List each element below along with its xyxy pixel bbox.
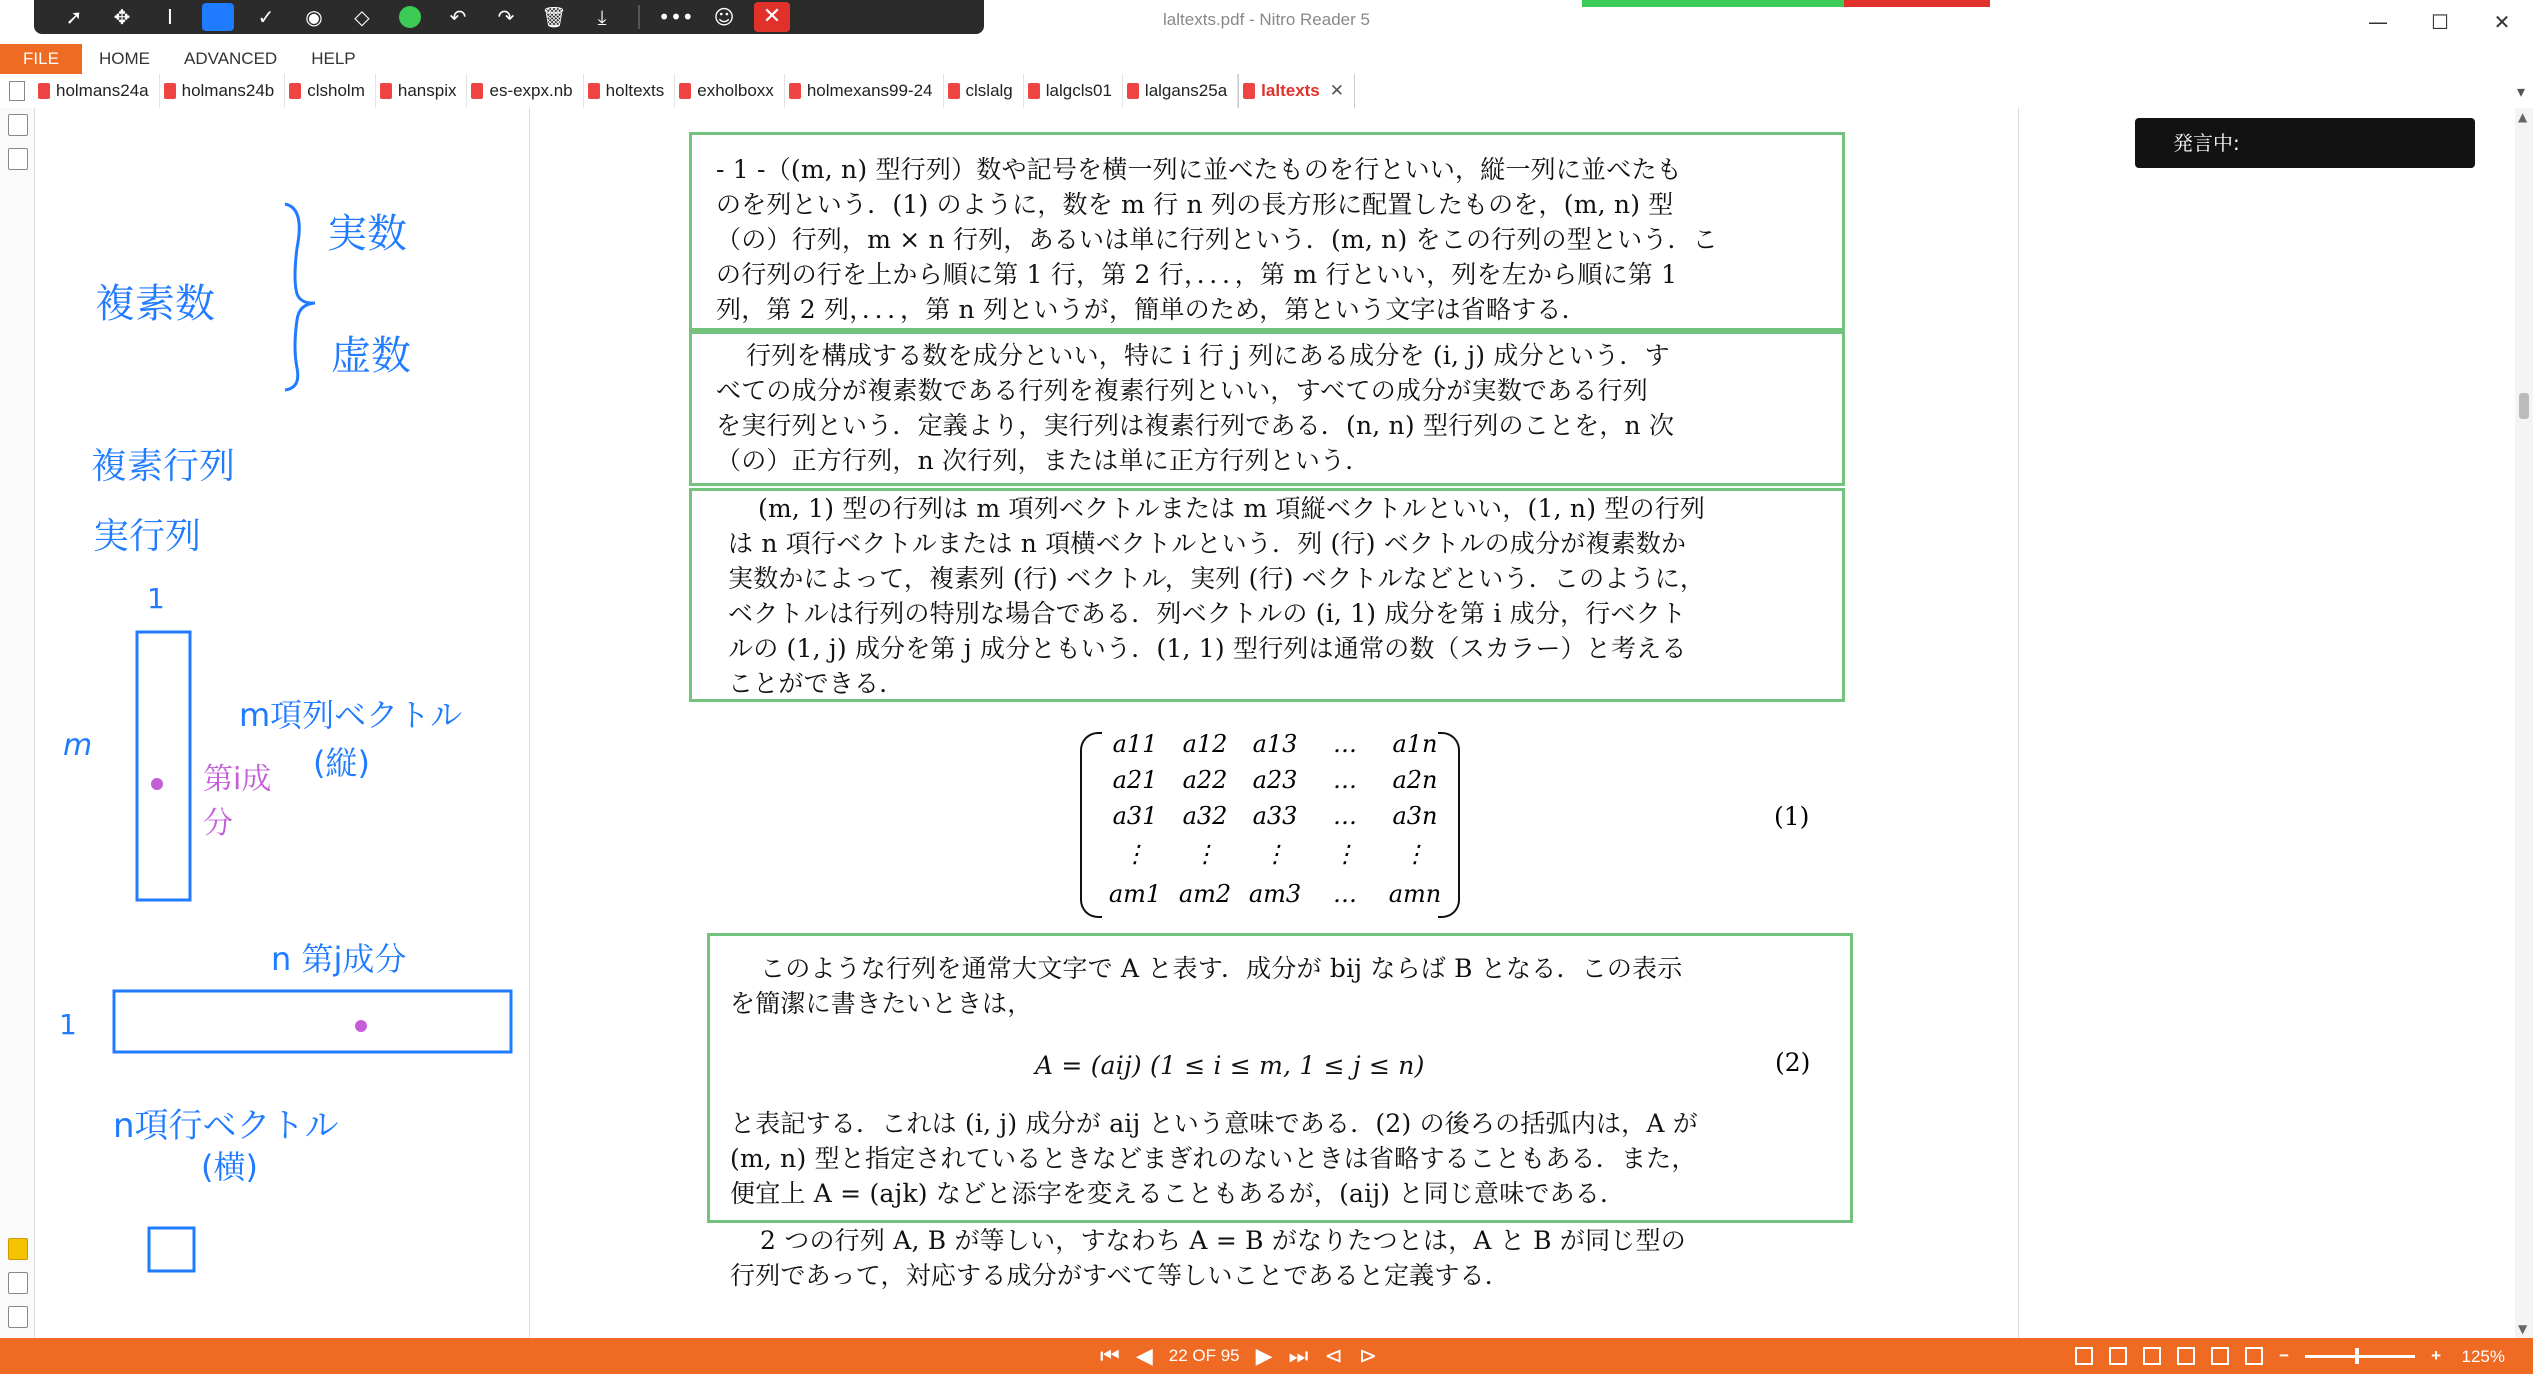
tab-overflow-icon[interactable]: ▾ (2516, 84, 2525, 101)
tab-holmans24a[interactable]: holmans24a (34, 74, 160, 108)
eraser-icon[interactable]: ◇ (354, 5, 370, 29)
text-line: (m, n) 型と指定されているときなどまぎれのないときは省略することもある．また， (730, 1144, 1697, 1173)
column-vector-rect (137, 632, 190, 900)
first-page-icon[interactable]: ⏮ (1100, 1343, 1120, 1368)
ribbon-menu (0, 44, 2533, 74)
download-icon[interactable]: ⤓ (597, 5, 607, 29)
paragraph-3 (728, 491, 1838, 701)
matrix-cell: … (1333, 802, 1357, 830)
pdf-icon (38, 83, 50, 99)
pdf-icon (1028, 83, 1040, 99)
text-line: （の）行列，m × n 行列，あるいは単に行列という．(m, n) をこの行列の型という．こ (716, 225, 1718, 254)
redo-icon[interactable]: ↷ (497, 5, 515, 29)
speaking-caption: 発言中: (2135, 118, 2475, 168)
matrix-cell: ⋮ (1123, 840, 1147, 868)
text-cursor-icon[interactable]: I (167, 5, 173, 29)
pdf-icon (789, 83, 801, 99)
maximize-button[interactable]: ☐ (2431, 10, 2449, 34)
scroll-down-icon[interactable]: ▼ (2518, 1322, 2528, 1336)
color-dot-icon[interactable] (386, 0, 434, 34)
note-imaginary-number: 虚数 (331, 333, 411, 379)
undo-icon[interactable]: ↶ (449, 5, 467, 29)
note-n-row-vector: n項行ベクトル (113, 1106, 339, 1146)
text-line: （の）正方行列，n 次行列，または単に正方行列という． (716, 446, 1371, 475)
home-menu[interactable]: HOME (99, 49, 150, 68)
scrollbar-thumb[interactable] (2519, 393, 2529, 419)
help-menu[interactable]: HELP (311, 49, 356, 68)
tab-hanspix[interactable]: hanspix (376, 74, 468, 108)
zoom-level[interactable]: 125% (2461, 1347, 2505, 1366)
matrix-cell: am2 (1178, 880, 1232, 908)
row-element-mark (355, 1020, 367, 1032)
text-line: を実行列という．定義より，実行列は複素行列である．(n, n) 型行列のことを，n 次 (716, 411, 1675, 440)
note-label-1-left: 1 (59, 1008, 77, 1041)
text-line: ルの (1, j) 成分を第 j 成分ともいう．(1, 1) 型行列は通常の数（スカラー）と考える (728, 634, 1687, 663)
text-line: の行列の行を上から順に第 1 行，第 2 行，．．．，第 m 行といい，列を左から順に第 1 (716, 260, 1678, 289)
status-bar (0, 1338, 2533, 1374)
close-window-button[interactable]: ✕ (2493, 10, 2511, 34)
text-line: このような行列を通常大文字で A と表す．成分が bij ならば B となる．この表示 (760, 954, 1683, 983)
text-line: と表記する．これは (i, j) 成分が aij という意味である．(2) の後ろの括弧内は，A が (730, 1109, 1698, 1138)
matrix-cell: a32 (1182, 802, 1228, 830)
left-sidebar (0, 108, 35, 1338)
equation-2: A = (aij) (1 ≤ i ≤ m, 1 ≤ j ≤ n) (1035, 1051, 1425, 1080)
close-tab-icon[interactable]: ✕ (1329, 81, 1345, 100)
tab-holmexans99-24[interactable]: holmexans99-24 (785, 74, 944, 108)
matrix-left-paren (1080, 732, 1102, 918)
text-line: ことができる． (728, 669, 905, 698)
scalar-square (149, 1228, 194, 1271)
matrix-cell: … (1333, 730, 1357, 758)
record-icon[interactable]: ◉ (305, 5, 323, 29)
matrix-cell: a11 (1112, 730, 1158, 758)
pdf-icon (471, 83, 483, 99)
text-line: 列，第 2 列，．．．，第 n 列というが，簡単のため，第という文字は省略する． (716, 295, 1587, 324)
text-line: のを列という．(1) のように，数を m 行 n 列の長方形に配置したものを，(m, n) 型 (716, 190, 1674, 219)
facing-view-icon[interactable] (2143, 1347, 2161, 1365)
matrix-cell: … (1333, 766, 1357, 794)
more-icon[interactable]: ••• (658, 5, 694, 29)
note-m-col-vector: m項列ベクトル (239, 696, 463, 734)
bookmarks-icon[interactable] (8, 148, 28, 170)
matrix-cell: ⋮ (1403, 840, 1427, 868)
text-line: (m, 1) 型の行列は m 項列ベクトルまたは m 項縦ベクトルといい，(1, n) 型の行列 (758, 494, 1706, 523)
layers-icon[interactable] (8, 1306, 28, 1328)
people-icon[interactable]: ☺ (713, 5, 735, 29)
toolbar-separator (638, 5, 640, 29)
page-icon[interactable] (0, 74, 34, 108)
text-line: 行列を構成する数を成分といい，特に i 行 j 列にある成分を (i, j) 成分という．す (746, 341, 1670, 370)
pdf-icon (1127, 83, 1139, 99)
tab-exholboxx[interactable]: exholboxx (675, 74, 785, 108)
text-line: 行列であって，対応する成分がすべて等しいことであると定義する． (730, 1261, 1510, 1290)
note-real-matrix: 実行列 (93, 516, 202, 557)
brace-shape (285, 204, 315, 390)
text-line: ベクトルは行列の特別な場合である．列ベクトルの (i, 1) 成分を第 i 成分，行ベクト (728, 599, 1687, 628)
pdf-icon (164, 83, 176, 99)
pdf-icon (588, 83, 600, 99)
note-vertical: (縦) (313, 744, 370, 782)
paragraph-2 (716, 338, 1836, 478)
matrix-cell: a3n (1392, 802, 1438, 830)
note-i-component: 第i成分 (203, 762, 272, 841)
comments-icon[interactable] (8, 1238, 28, 1260)
vertical-scrollbar[interactable] (2515, 108, 2533, 1338)
window-title: laltexts.pdf - Nitro Reader 5 (1163, 10, 1370, 29)
presentation-view-icon[interactable] (2211, 1347, 2229, 1365)
scroll-up-icon[interactable]: ▲ (2518, 110, 2528, 124)
matrix-cell: … (1333, 880, 1357, 908)
text-line: を簡潔に書きたいときは， (730, 989, 1033, 1018)
pdf-page (530, 108, 2018, 1338)
back-view-icon[interactable]: ⊲ (1324, 1343, 1343, 1368)
pointer-icon[interactable]: ➚ (65, 5, 83, 29)
tab-holtexts[interactable]: holtexts (584, 74, 676, 108)
paragraph-1 (716, 152, 1836, 327)
trash-icon[interactable]: 🗑 (541, 5, 567, 29)
matrix-cell: ⋮ (1333, 840, 1357, 868)
pdf-icon (380, 83, 392, 99)
note-real-number: 実数 (327, 211, 407, 257)
check-icon[interactable]: ✓ (257, 5, 275, 29)
matrix-cell: a33 (1252, 802, 1298, 830)
text-line: べての成分が複素数である行列を複素行列といい，すべての成分が実数である行列 (716, 376, 1648, 405)
matrix-cell: a13 (1252, 730, 1298, 758)
zoom-slider[interactable] (2305, 1355, 2415, 1358)
tab-clslalg[interactable]: clslalg (944, 74, 1024, 108)
progress-red (1844, 0, 1990, 7)
column-element-mark (151, 778, 163, 790)
paragraph-6 (730, 1223, 1840, 1293)
note-n-j-component: n 第j成分 (271, 940, 407, 978)
next-page-icon[interactable]: ▶ (1255, 1343, 1273, 1368)
equation-1-number: (1) (1774, 802, 1810, 831)
note-label-m: m (63, 728, 93, 763)
minimize-button[interactable]: — (2368, 10, 2388, 34)
forward-view-icon[interactable]: ⊳ (1358, 1343, 1378, 1368)
matrix-cell: am1 (1108, 880, 1162, 908)
previous-page-icon[interactable]: ◀ (1135, 1343, 1153, 1368)
page-indicator[interactable]: 22 OF 95 (1168, 1346, 1240, 1365)
text-line: 実数かによって，複素列 (行) ベクトル，実列 (行) ベクトルなどという．このように， (728, 564, 1706, 593)
note-complex-number: 複素数 (95, 281, 215, 327)
text-line: 便宜上 A = (ajk) などと添字を変えることもあるが，(aij) と同じ意味である． (730, 1179, 1626, 1208)
annotation-toolbar (34, 0, 984, 34)
zoom-out-button[interactable]: − (2279, 1346, 2290, 1365)
matrix-1 (1080, 728, 1460, 918)
handwritten-notes-panel (35, 108, 530, 1338)
continuous-view-icon[interactable] (2109, 1347, 2127, 1365)
matrix-cell: a12 (1182, 730, 1228, 758)
tab-es-expx[interactable]: es-expx.nb (467, 74, 583, 108)
paragraph-5 (730, 1106, 1840, 1211)
zoom-in-button[interactable]: + (2431, 1346, 2441, 1365)
progress-green (1582, 0, 1844, 7)
advanced-menu[interactable]: ADVANCED (184, 49, 278, 68)
pdf-icon (1243, 83, 1255, 99)
note-label-1-top: 1 (147, 582, 165, 615)
note-horizontal: (横) (201, 1148, 258, 1186)
matrix-cell: a23 (1252, 766, 1298, 794)
document-tabs (0, 74, 2533, 109)
matrix-cell: a1n (1392, 730, 1438, 758)
matrix-cell: ⋮ (1263, 840, 1287, 868)
zoom-slider-handle[interactable] (2355, 1348, 2359, 1364)
text-line: は n 項行ベクトルまたは n 項横ベクトルという．列 (行) ベクトルの成分が複素数か (728, 529, 1687, 558)
pdf-icon (679, 83, 691, 99)
matrix-cell: a2n (1392, 766, 1438, 794)
note-complex-matrix: 複素行列 (91, 446, 236, 487)
rectangle-tool-icon[interactable] (194, 0, 242, 34)
row-vector-rect (114, 991, 511, 1052)
text-line: 2 つの行列 A, B が等しい，すなわち A = B がなりたつとは，A と B が同じ型の (760, 1226, 1686, 1255)
tab-clsholm[interactable]: clsholm (285, 74, 376, 108)
text-line: - 1 -（(m, n) 型行列）数や記号を横一列に並べたものを行といい，縦一列に並べたも (716, 155, 1682, 184)
equation-2-number: (2) (1775, 1048, 1811, 1077)
last-page-icon[interactable]: ⏭ (1288, 1343, 1309, 1368)
tab-laltexts[interactable]: laltexts ✕ (1238, 74, 1355, 108)
facing-continuous-view-icon[interactable] (2177, 1347, 2195, 1365)
attachments-icon[interactable] (8, 1272, 28, 1294)
toolbar-close-button[interactable]: ✕ (748, 0, 796, 34)
fit-view-icon[interactable] (2245, 1347, 2263, 1365)
tab-lalgans25a[interactable]: lalgans25a (1123, 74, 1238, 108)
matrix-cell: a21 (1112, 766, 1158, 794)
pdf-icon (948, 83, 960, 99)
tab-lalgcls01[interactable]: lalgcls01 (1024, 74, 1123, 108)
matrix-cell: am3 (1248, 880, 1302, 908)
paragraph-4 (730, 951, 1840, 1021)
single-page-view-icon[interactable] (2075, 1347, 2093, 1365)
matrix-cell: a31 (1112, 802, 1158, 830)
tab-holmans24b[interactable]: holmans24b (160, 74, 286, 108)
matrix-cell: a22 (1182, 766, 1228, 794)
file-menu[interactable]: FILE (0, 44, 82, 74)
move-icon[interactable]: ✥ (113, 5, 131, 29)
pdf-icon (289, 83, 301, 99)
matrix-cell: amn (1388, 880, 1442, 908)
matrix-cell: ⋮ (1193, 840, 1217, 868)
right-panel (2018, 108, 2516, 1338)
pages-icon[interactable] (8, 114, 28, 136)
